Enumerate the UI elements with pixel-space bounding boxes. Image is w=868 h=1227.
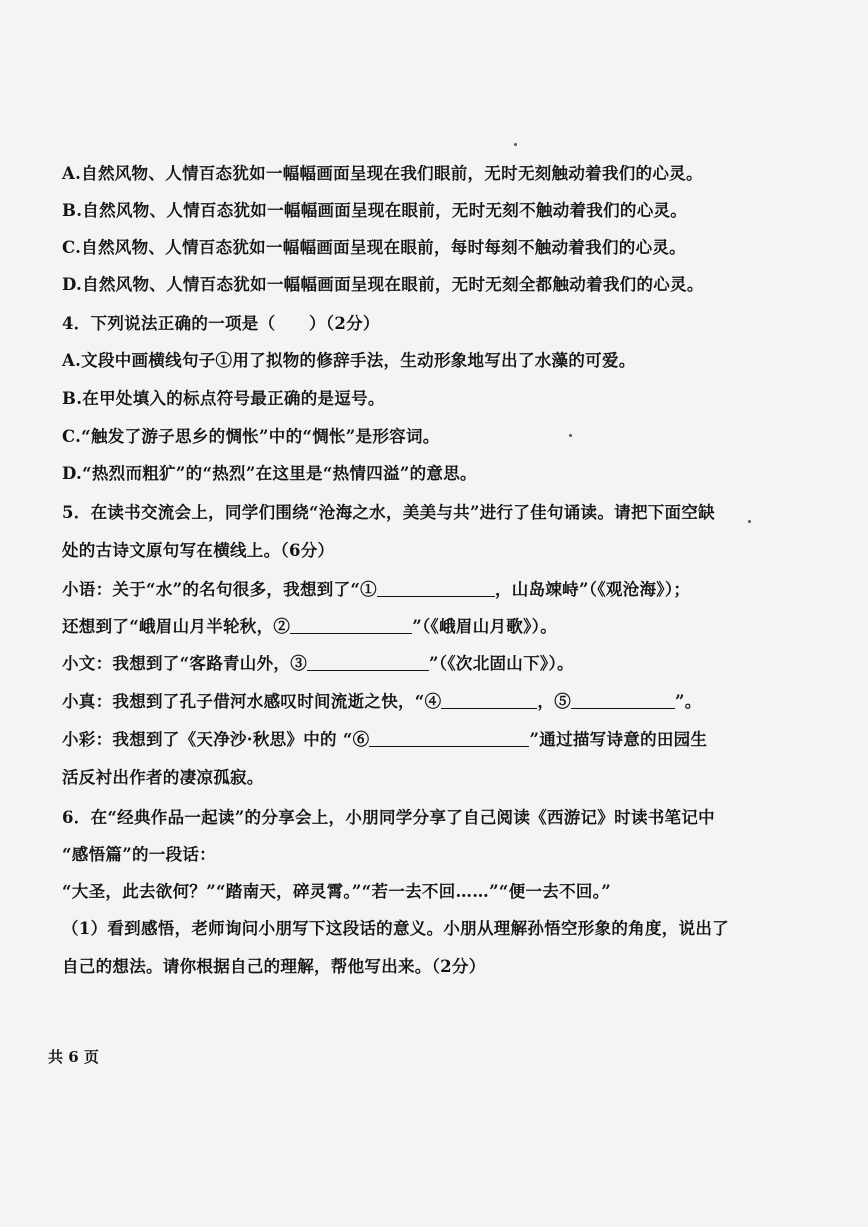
blank-3[interactable]	[307, 655, 429, 671]
q5-xiaozhen	[62, 688, 702, 712]
q5-xiaowen	[62, 650, 574, 674]
q3-option-b: B.自然风物、人情百态犹如一幅幅画面呈现在眼前，无时无刻不触动着我们的心灵。	[62, 201, 688, 220]
blank-6[interactable]	[369, 731, 529, 747]
blank-1[interactable]	[377, 581, 495, 597]
q5-xiaoyu-line2	[62, 613, 557, 637]
q5-xiaocai	[62, 726, 707, 750]
xiaoyu-line2-text-a: 还想到了“峨眉山月半轮秋，②	[62, 617, 291, 636]
xiaocai-text-a: 小彩：我想到了《天净沙·秋思》中的 “⑥	[62, 730, 370, 749]
q4-option-a: A.文段中画横线句子①用了拟物的修辞手法，生动形象地写出了水藻的可爱。	[62, 351, 636, 370]
q6-stem-line1: 6．在“经典作品一起读”的分享会上，小朋同学分享了自己阅读《西游记》时读书笔记中	[62, 808, 715, 827]
xiaozhen-text-a: 小真：我想到了孔子借河水感叹时间流逝之快，“④	[62, 692, 442, 711]
q5-stem-line1: 5．在读书交流会上，同学们围绕“沧海之水，美美与共”进行了佳句诵读。请把下面空缺	[62, 503, 715, 522]
xiaocai-text-b: ”通过描写诗意的田园生	[529, 730, 708, 749]
q4-option-c: C.“触发了游子思乡的惆怅”中的“惆怅”是形容词。	[62, 427, 440, 446]
q5-xiaoyu-line1	[62, 576, 690, 600]
xiaozhen-text-b: ，⑤	[537, 692, 571, 711]
q3-option-d: D.自然风物、人情百态犹如一幅幅画面呈现在眼前，无时无刻全都触动着我们的心灵。	[62, 275, 704, 294]
q4-option-b: B.在甲处填入的标点符号最正确的是逗号。	[62, 389, 385, 408]
blank-4[interactable]	[441, 693, 537, 709]
q6-sub1-line2: 自己的想法。请你根据自己的理解，帮他写出来。（2分）	[62, 957, 486, 976]
xiaoyu-line2-text-b: ”（《峨眉山月歌》）。	[412, 617, 557, 636]
q3-option-a: A.自然风物、人情百态犹如一幅幅画面呈现在我们眼前，无时无刻触动着我们的心灵。	[62, 164, 703, 183]
xiaowen-text-a: 小文：我想到了“客路青山外，③	[62, 654, 307, 673]
q4-stem: 4．下列说法正确的一项是（ ）（2分）	[62, 314, 380, 333]
q6-sub1-line1: （1）看到感悟，老师询问小朋写下这段话的意义。小朋从理解孙悟空形象的角度，说出了	[62, 919, 729, 938]
q5-xiaocai-line2: 活反衬出作者的凄凉孤寂。	[62, 768, 264, 787]
xiaowen-text-b: ”（《次北固山下》）。	[429, 654, 574, 673]
xiaozhen-text-c: ”。	[675, 692, 702, 711]
q6-quote: “大圣，此去欲何？”“踏南天，碎灵霄。”“若一去不回……”“便一去不回。”	[62, 882, 612, 901]
q5-stem-line2: 处的古诗文原句写在横线上。（6分）	[62, 541, 335, 560]
page-count-footer: 共 6 页	[48, 1048, 99, 1066]
blank-5[interactable]	[571, 693, 675, 709]
scan-speck	[569, 434, 572, 437]
xiaoyu-text-a: 小语：关于“水”的名句很多，我想到了“①	[62, 580, 377, 599]
q4-option-d: D.“热烈而粗犷”的“热烈”在这里是“热情四溢”的意思。	[62, 464, 477, 483]
blank-2[interactable]	[290, 618, 412, 634]
scan-speck	[514, 143, 517, 146]
scan-speck	[748, 520, 751, 523]
xiaoyu-text-b: ，山岛竦峙”（《观沧海》）；	[494, 580, 691, 599]
q3-option-c: C.自然风物、人情百态犹如一幅幅画面呈现在眼前，每时每刻不触动着我们的心灵。	[62, 238, 686, 257]
q6-stem-line2: “感悟篇”的一段话：	[62, 845, 216, 864]
